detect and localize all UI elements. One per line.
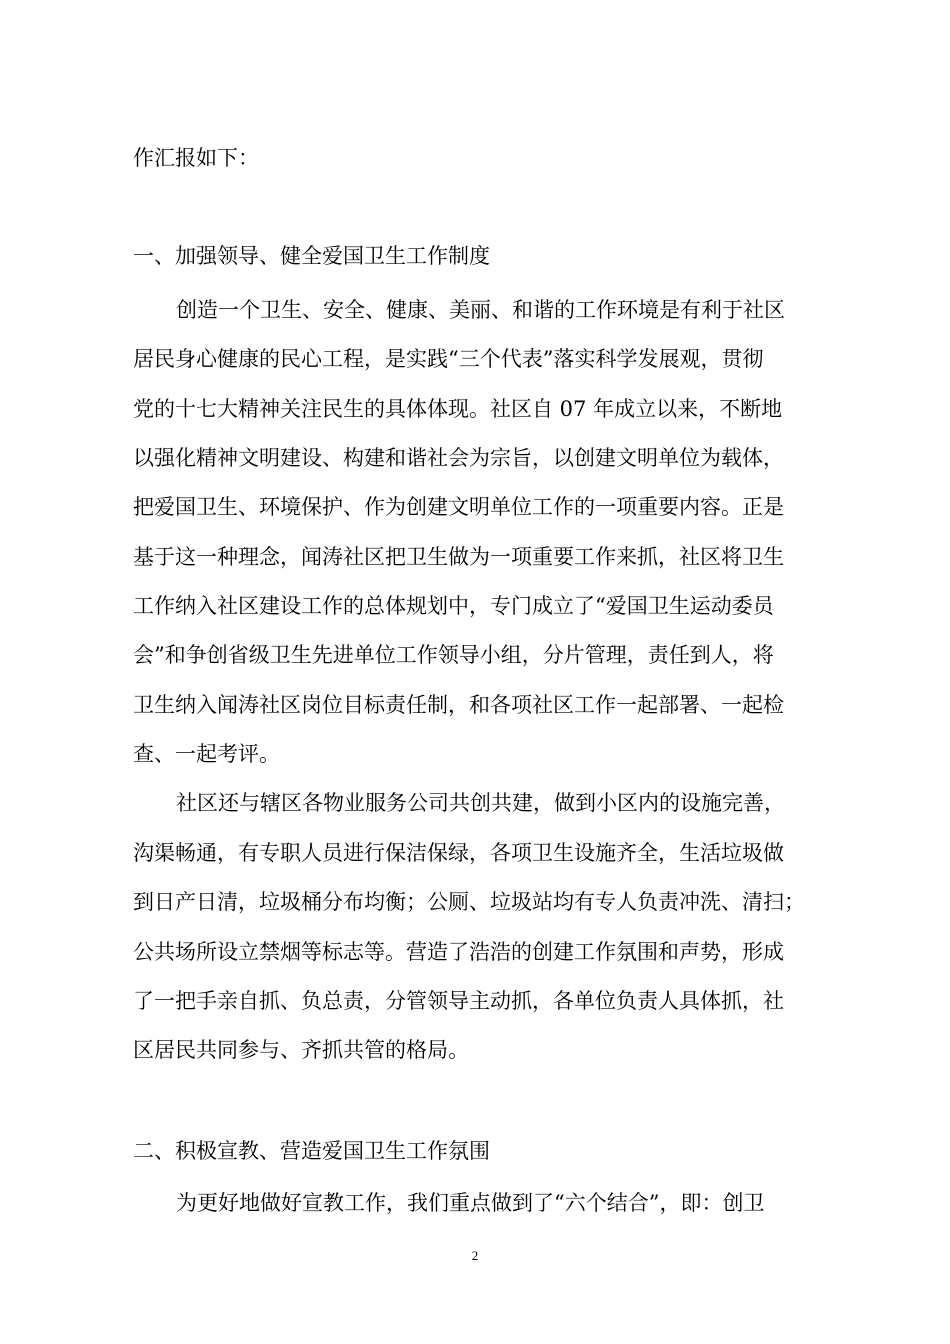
paragraph-1-line-4: 以强化精神文明建设、构建和谐社会为宗旨，以创建文明单位为载体，	[133, 446, 784, 470]
paragraph-1-line-3: 党的十七大精神关注民生的具体体现。社区自 07 年成立以来，不断地	[133, 397, 783, 421]
paragraph-2-line-6: 区居民共同参与、齐抓共管的格局。	[133, 1038, 469, 1062]
paragraph-2-line-2: 沟渠畅通，有专职人员进行保洁保绿，各项卫生设施齐全，生活垃圾做	[133, 841, 784, 865]
paragraph-1-line-8: 会”和争创省级卫生先进单位工作领导小组，分片管理，责任到人，将	[133, 643, 774, 667]
paragraph-2-line-3: 到日产日清，垃圾桶分布均衡；公厕、垃圾站均有专人负责冲洗、清扫；	[133, 890, 805, 914]
paragraph-1-line-5: 把爱国卫生、环境保护、作为创建文明单位工作的一项重要内容。正是	[133, 495, 784, 519]
paragraph-3-line-1: 为更好地做好宣教工作，我们重点做到了“六个结合”，即：创卫	[176, 1191, 765, 1215]
paragraph-1-line-2: 居民身心健康的民心工程，是实践“三个代表”落实科学发展观，贯彻	[133, 347, 764, 371]
paragraph-2-line-5: 了一把手亲自抓、负总责，分管领导主动抓，各单位负责人具体抓，社	[133, 989, 784, 1013]
paragraph-1-line-10: 查、一起考评。	[133, 742, 280, 766]
paragraph-2-line-1: 社区还与辖区各物业服务公司共创共建，做到小区内的设施完善，	[176, 791, 785, 815]
paragraph-1-line-1: 创造一个卫生、安全、健康、美丽、和谐的工作环境是有利于社区	[176, 298, 785, 322]
paragraph-1-line-6: 基于这一种理念，闻涛社区把卫生做为一项重要工作来抓，社区将卫生	[133, 545, 784, 569]
paragraph-2-line-4: 公共场所设立禁烟等标志等。营造了浩浩的创建工作氛围和声势，形成	[133, 940, 784, 964]
paragraph-1-line-7: 工作纳入社区建设工作的总体规划中，专门成立了“爱国卫生运动委员	[133, 594, 774, 618]
text-line-intro: 作汇报如下：	[133, 146, 259, 170]
paragraph-1-line-9: 卫生纳入闻涛社区岗位目标责任制，和各项社区工作一起部署、一起检	[133, 693, 784, 717]
section-heading-1: 一、加强领导、健全爱国卫生工作制度	[133, 244, 490, 268]
section-heading-2: 二、积极宣教、营造爱国卫生工作氛围	[133, 1139, 490, 1163]
page-number: 2	[471, 1248, 479, 1263]
